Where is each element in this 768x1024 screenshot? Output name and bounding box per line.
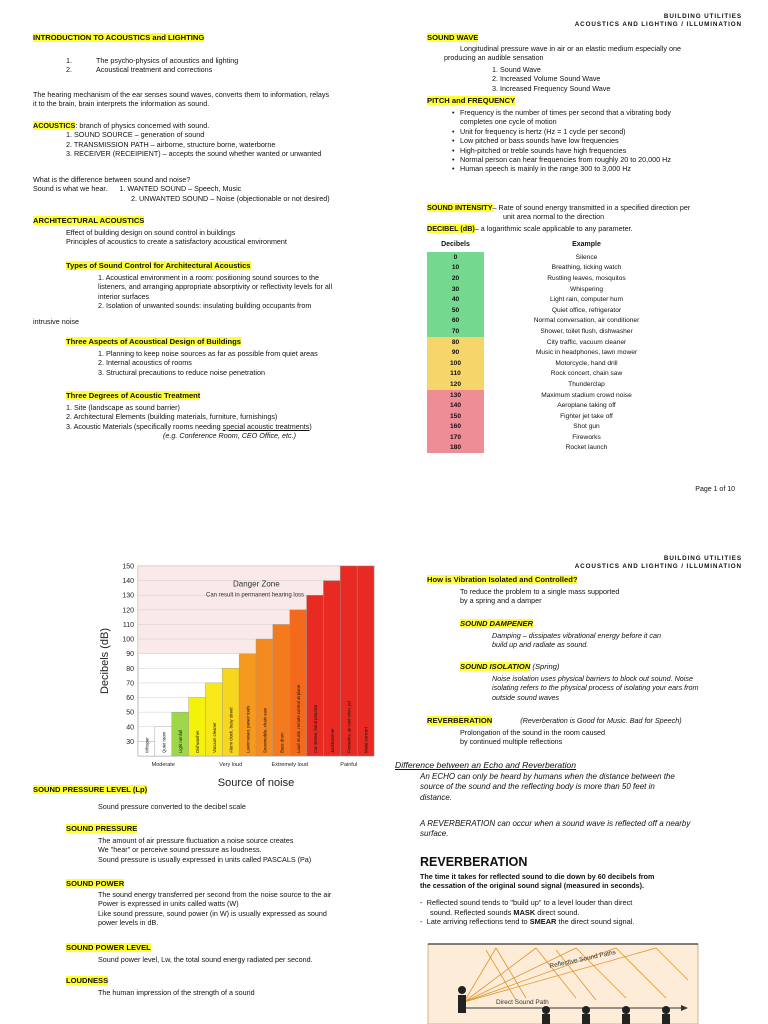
sound-wave-list: 1. Sound Wave 2. Increased Volume Sound Wave 3. Increased Frequency Sound Wave: [492, 65, 611, 93]
bar-label: Alarm clock, busy street: [228, 707, 234, 753]
decibel-value: 120: [427, 379, 484, 390]
group-label: Moderate: [151, 762, 175, 768]
decibel-row: [427, 379, 689, 390]
bar-label: Snowmobile, chain saw: [262, 708, 268, 753]
header-line-1: BUILDING UTILITIES: [663, 13, 742, 20]
bar-label: Car stereo, band practice: [313, 704, 318, 753]
decibel-example: Rustling leaves, mosquitos: [547, 274, 626, 282]
document-page-2: BUILDING UTILITIES ACOUSTICS AND LIGHTING / ILLUMINATION 30 40 50 60 70 80 90 100 110 120 130 140 150 Whisper Quiet room Light rainfall Dishwasher Vacuum cleaner Alarm clock, busy street Lawnmower, power tools Snowmobile, chain saw Bass drum Loud music, remote control airplane Car stereo, band practice Jackhammer Fireworks, air-raid siren, jet Metal concert Danger Zone Can result in permanent hearing loss Moderate Very loud Extremely loud Painful Source of noise Decibels (dB) SOUND PRESSURE LEVEL (Lp) Sound pressure converted to the decibel scale SOUND PRESSURE The amount of air pressure fluctuation a noise source creates We "hear" or perceive sound pressure as loudness. Sound pressure is usually expressed in units called PASCALS (Pa) SOUND POWER The sound energy transferred per second from the noise source to the air Power is expressed in units called watts (W) Like sound pressure, sound power (in W) is usually expressed as sound power levels in dB. SOUND POWER LEVEL Sound power level, Lw, the total sound energy radiated per second. LOUDNESS The human impression of the strength of a sound How is Vibration Isolated and Controlled? To reduce the problem to a single mass supported by a spring and a damper SOUND DAMPENER Damping – dissipates vibrational energy before it can build up and radiate as sound. SOUND ISOLATION (Spring) Noise isolation uses physical barriers to block out sound. Noise isolating refers to the physical process of isolating your ears from outside sound waves REVERBERATION (Reverberation is Good for Music. Bad for Speech) Prolongation of the sound in the room caused by continued multiple reflections Difference between an Echo and Reverberation An ECHO can only be heard by humans when the distance between the source of the sound and the reflecting body is more than 50 feet in distance. A REVERBERATION can occur when a sound wave is reflected off a nearby surface. REVERBERATION The time it takes for reflected sound to die down by 60 decibels from the cessation of the original sound signal (measured in seconds). - Reflected sound tends to "build up" to a level louder than direct sound. Reflected sounds MASK direct sound. - Late arriving reflections tend to SMEAR the direct sound signal. Reflective Sound Paths Direct Sound Path: [0, 512, 768, 1024]
decibel-row: [427, 411, 689, 422]
example-col-header: Example: [572, 240, 601, 248]
decibel-table: [427, 236, 689, 453]
decibel-value: 30: [427, 284, 484, 295]
decibel-value: 180: [427, 443, 484, 454]
decibel-row: [427, 347, 689, 358]
group-label: Very loud: [219, 762, 243, 768]
y-tick-label: 90: [126, 651, 134, 659]
three-aspects-list: 1. Planning to keep noise sources as far as possible from quiet areas 2. Internal acoustics of rooms 3. Structural precautions to reduce noise penetration: [98, 349, 318, 377]
bar-label: Bass drum: [279, 732, 285, 753]
decibel-example: Shower, toilet flush, dishwasher: [540, 327, 633, 335]
decibel-row: [427, 443, 689, 454]
echo-vs-reverb-title: Difference between an Echo and Reverberation: [395, 760, 577, 770]
decibel-example: Rocket launch: [565, 444, 608, 452]
noise-level-chart: [92, 560, 380, 806]
danger-zone-sublabel: Can result in permanent hearing loss: [206, 592, 305, 599]
decibel-row: [427, 252, 689, 263]
decibel-row: [427, 337, 689, 348]
vibration-lines: To reduce the problem to a single mass supported by a spring and a damper: [460, 587, 620, 606]
sound-pressure-title: SOUND PRESSURE: [66, 824, 138, 833]
page-number: Page 1 of 10: [695, 486, 735, 493]
decibel-value: 160: [427, 422, 484, 433]
bar-label: Light rainfall: [178, 729, 184, 753]
y-tick-label: 70: [126, 680, 134, 688]
decibel-row: [427, 284, 689, 295]
decibel-value: 90: [427, 347, 484, 358]
decibel-row: [427, 422, 689, 433]
danger-zone-label: Danger Zone: [233, 579, 280, 589]
spl-title: SOUND PRESSURE LEVEL (Lp): [33, 785, 148, 794]
page-header: [575, 13, 742, 29]
decibel-row: [427, 400, 689, 411]
decibel-example: Aeroplane taking off: [557, 402, 616, 410]
decibel-def: DECIBEL (dB)– a logarithmic scale applicable to any parameter.: [427, 224, 633, 233]
y-tick-label: 50: [126, 709, 134, 717]
vibration-title: How is Vibration Isolated and Controlled?: [427, 575, 578, 584]
loudness-title: LOUDNESS: [66, 976, 109, 985]
decibel-col-header: Decibels: [441, 240, 470, 248]
architectural-acoustics-title: ARCHITECTURAL ACOUSTICS: [33, 216, 145, 225]
decibel-row: [427, 326, 689, 337]
decibel-value: 40: [427, 294, 484, 305]
decibel-row: [427, 369, 689, 380]
sound-power-title: SOUND POWER: [66, 879, 125, 888]
decibel-value: 0: [427, 252, 484, 263]
bar-label: Quiet room: [161, 731, 167, 753]
sound-isolation-lines: Noise isolation uses physical barriers to block out sound. Noise isolating refers to the physical process of isolating your ears from outside sound waves: [492, 674, 699, 702]
reverberation-title: REVERBERATION: [427, 716, 493, 725]
types-lines: 1. Acoustical environment in a room: positioning sound sources to the listeners, and arranging appropriate absorptivity or reflectivity levels for all interior surfaces 2. Isolation of unwanted sounds: insulating building occupants from: [98, 273, 333, 311]
reverberation-diagram: [426, 940, 702, 1024]
echo-lines: An ECHO can only be heard by humans when the distance between the source of the sound and the reflecting body is more than 50 feet in distance.: [420, 772, 675, 802]
decibel-example: Thunderclap: [568, 380, 605, 388]
decibel-example: Silence: [575, 253, 598, 261]
sound-power-level-title: SOUND POWER LEVEL: [66, 943, 151, 952]
loudness-def: The human impression of the strength of a sound: [98, 988, 255, 997]
decibel-example: Breathing, ticking watch: [551, 264, 622, 272]
pitch-list: • Frequency is the number of times per second that a vibrating body completes one cycle of motion • Unit for frequency is hertz (Hz = 1 cycle per second) • Low pitched or bass sounds have low frequencies • High-pitched or treble sounds have high frequencies • Normal person can hear frequencies from roughly 20 to 20,000 Hz • Human speech is mainly in the range 300 to 3,000 Hz: [460, 108, 671, 174]
hearing-mechanism: The hearing mechanism of the ear senses sound waves, converts them to information, relays it to the brain, brain interprets the information as sound.: [33, 90, 330, 109]
architectural-acoustics-lines: Effect of building design on sound control in buildings Principles of acoustics to create a satisfactory acoustical environment: [66, 228, 287, 247]
types-line-5: intrusive noise: [33, 317, 79, 326]
page-header-2: [575, 555, 742, 571]
y-axis-label: Decibels (dB): [99, 627, 111, 695]
decibel-example: Motorcycle, hand drill: [555, 359, 618, 367]
sound-dampener-title: SOUND DAMPENER: [460, 619, 533, 628]
sound-wave-title: SOUND WAVE: [427, 33, 479, 42]
spl-def: Sound pressure converted to the decibel scale: [98, 802, 246, 811]
intro-list: 1. The psycho-physics of acoustics and lighting 2. Acoustical treatment and corrections: [66, 56, 239, 75]
intro-title: INTRODUCTION TO ACOUSTICS and LIGHTING: [33, 33, 205, 42]
sound-wave-def: Longitudinal pressure wave in air or an elastic medium especially one producing an audible sensation: [444, 44, 681, 63]
sound-power-level-def: Sound power level, Lw, the total sound energy radiated per second.: [98, 955, 313, 964]
decibel-example: Whispering: [570, 285, 603, 293]
decibel-row: [427, 390, 689, 401]
decibel-row: [427, 358, 689, 369]
y-tick-label: 130: [122, 592, 134, 600]
decibel-row: [427, 294, 689, 305]
direct-path-label: Direct Sound Path: [496, 999, 549, 1006]
decibel-value: 100: [427, 358, 484, 369]
decibel-example: Shot gun: [573, 423, 600, 431]
y-tick-label: 150: [122, 563, 134, 571]
y-tick-label: 110: [122, 621, 134, 629]
group-label: Painful: [340, 762, 358, 768]
x-axis-label: Source of noise: [217, 777, 295, 789]
decibel-example: Fighter jet take off: [560, 412, 613, 420]
reverb-bullets: - Reflected sound tends to "build up" to a level louder than direct sound. Reflected sounds MASK direct sound. - Late arriving reflections tend to SMEAR the direct sound signal.: [420, 898, 635, 927]
bar-label: Whisper: [144, 737, 150, 753]
bar-label: Lawnmower, power tools: [245, 705, 251, 753]
decibel-row: [427, 316, 689, 327]
reverberation-lines: Prolongation of the sound in the room caused by continued multiple reflections: [460, 728, 606, 747]
decibel-value: 60: [427, 316, 484, 327]
header-line-1: BUILDING UTILITIES: [663, 555, 742, 562]
three-degrees-list: 1. Site (landscape as sound barrier) 2. Architectural Elements (building materials, furniture, furnishings) 3. Acoustic Materials (specifically rooms needing special acoustic treatments) (e.g. Conference Room, CEO Office, etc.): [66, 403, 312, 441]
decibel-example: Normal conversation, air conditioner: [533, 317, 640, 325]
bar-label: Metal concert: [363, 727, 369, 753]
decibel-value: 10: [427, 263, 484, 274]
decibel-example: City traffic, vacuum cleaner: [546, 338, 627, 346]
decibel-value: 70: [427, 326, 484, 337]
sound-power-lines: The sound energy transferred per second from the noise source to the air Power is expressed in units called watts (W) Like sound pressure, sound power (in W) is usually expressed as sound power levels in dB.: [98, 890, 332, 928]
decibel-row: [427, 432, 689, 443]
reverb-box-def: The time it takes for reflected sound to die down by 60 decibels from the cessation of the original sound signal (measured in seconds).: [420, 872, 655, 891]
decibel-row: [427, 263, 689, 274]
sound-intensity: SOUND INTENSITY– Rate of sound energy transmitted in a specified direction per unit area normal to the direction: [427, 203, 691, 222]
decibel-row: [427, 305, 689, 316]
bar-label: Jackhammer: [329, 728, 335, 753]
header-line-2: ACOUSTICS AND LIGHTING / ILLUMINATION: [574, 21, 742, 28]
y-tick-label: 140: [122, 578, 134, 586]
group-label: Extremely loud: [271, 762, 308, 768]
sound-isolation-title: SOUND ISOLATION: [460, 662, 531, 671]
y-tick-label: 80: [126, 665, 134, 673]
header-line-2: ACOUSTICS AND LIGHTING / ILLUMINATION: [574, 563, 742, 570]
decibel-example: Rock concert, chain saw: [550, 370, 623, 378]
acoustics-definition: ACOUSTICS: branch of physics concerned with sound. 1. SOUND SOURCE – generation of sound 2. TRANSMISSION PATH – airborne, structure borne, waterborne 3. RECEIVER (RECEIPIENT) – accepts the sound whether wanted or unwanted: [33, 121, 322, 159]
sound-dampener-lines: Damping – dissipates vibrational energy before it can build up and radiate as sound.: [492, 631, 662, 650]
decibel-value: 80: [427, 337, 484, 348]
sound-pressure-lines: The amount of air pressure fluctuation a noise source creates We "hear" or perceive sound pressure as loudness. Sound pressure is usually expressed in units called PASCALS (Pa): [98, 836, 312, 864]
types-title: Types of Sound Control for Architectural Acoustics: [66, 261, 251, 270]
bar-label: Loud music, remote control airplane: [296, 684, 302, 753]
three-degrees-title: Three Degrees of Acoustic Treatment: [66, 391, 201, 400]
decibel-value: 110: [427, 369, 484, 380]
reverb-box-title: REVERBERATION: [420, 855, 528, 869]
decibel-value: 50: [427, 305, 484, 316]
decibel-value: 170: [427, 432, 484, 443]
decibel-example: Music in headphones, lawn mower: [535, 349, 638, 357]
sound-vs-noise: What is the difference between sound and noise? Sound is what we hear. 1. WANTED SOUND – Speech, Music 2. UNWANTED SOUND – Noise (objectionable or not desired): [33, 175, 330, 203]
decibel-value: 140: [427, 400, 484, 411]
decibel-row: [427, 273, 689, 284]
y-tick-label: 60: [126, 695, 134, 703]
bar-label: Fireworks, air-raid siren, jet: [346, 701, 352, 753]
decibel-value: 130: [427, 390, 484, 401]
decibel-value: 150: [427, 411, 484, 422]
decibel-example: Light rain, computer hum: [550, 296, 623, 304]
bar-label: Vacuum cleaner: [211, 722, 217, 753]
decibel-example: Maximum stadium crowd noise: [541, 391, 632, 399]
reflective-paths-label: Reflective Sound Paths: [548, 949, 617, 970]
y-tick-label: 120: [122, 607, 134, 615]
pitch-title: PITCH and FREQUENCY: [427, 96, 516, 105]
y-tick-label: 40: [126, 724, 134, 732]
reverb-lines: A REVERBERATION can occur when a sound wave is reflected off a nearby surface.: [420, 819, 691, 839]
decibel-value: 20: [427, 273, 484, 284]
y-tick-label: 100: [122, 636, 134, 644]
y-tick-label: 30: [126, 738, 134, 746]
bar-label: Dishwasher: [195, 730, 200, 753]
decibel-example: Fireworks: [572, 433, 601, 441]
decibel-example: Quiet office, refrigerator: [551, 306, 622, 314]
three-aspects-title: Three Aspects of Acoustical Design of Buildings: [66, 337, 241, 346]
